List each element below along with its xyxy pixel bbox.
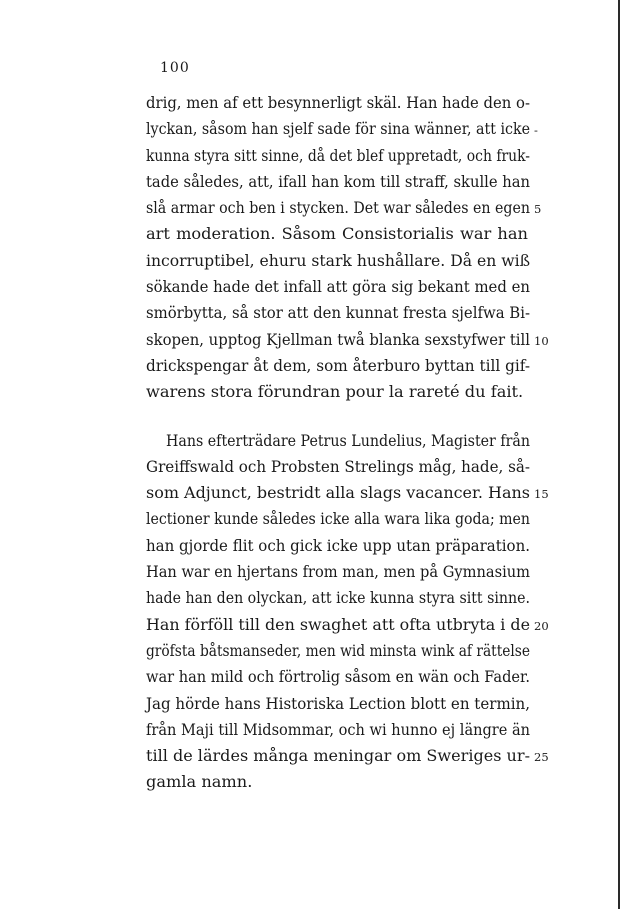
line-text: gamla namn. [146, 772, 253, 792]
text-line [146, 664, 530, 690]
line-text: war han mild och förtrolig såsom en wän och Fader. [146, 667, 530, 687]
text-line [146, 169, 530, 195]
line-text: som Adjunct, bestridt alla slags vacancer. Hans [146, 483, 530, 503]
line-text: lyckan, såsom han sjelf sade för sina wänner, att icke [146, 119, 530, 139]
line-text: tade således, att, ifall han kom till straff, skulle han [146, 171, 530, 191]
paragraph [146, 428, 549, 796]
line-number: 15 [534, 487, 549, 502]
text-line [146, 454, 530, 480]
line-text: till de lärdes många meningar om Sweriges ur- [146, 746, 530, 766]
text-line [146, 327, 549, 353]
line-text: incorruptibel, ehuru stark hushållare. Då en wiß [146, 250, 530, 270]
text-line [146, 221, 530, 247]
text-line [146, 506, 530, 532]
text-line [146, 717, 530, 743]
line-text: kunna styra sitt sinne, då det blef uppretadt, och fruk- [146, 145, 530, 165]
line-text: Greiffswald och Probsten Strelings måg, hade, så- [146, 456, 530, 476]
line-text: lectioner kunde således icke alla wara lika goda; men [146, 509, 530, 529]
text-line [146, 300, 530, 326]
text-line [146, 116, 538, 142]
line-text: slå armar och ben i stycken. Det war således en egen [146, 198, 530, 218]
line-text: Hans efterträdare Petrus Lundelius, Magister från [166, 430, 530, 450]
line-text: från Maji till Midsommar, och wi hunno ej längre än [146, 719, 530, 739]
line-text: sökande hade det infall att göra sig bekant med en [146, 277, 530, 297]
text-line [146, 195, 542, 221]
text-line [146, 612, 549, 638]
paragraph [146, 90, 549, 406]
text-line [146, 90, 530, 116]
text-line [146, 691, 530, 717]
text-line [146, 353, 530, 379]
line-text: Han förföll till den swaghet att ofta utbryta i de [146, 614, 530, 634]
text-line [146, 248, 530, 274]
text-line [146, 533, 530, 559]
text-line [146, 379, 530, 405]
line-text: drickspengar åt dem, som återburo byttan till gif- [146, 355, 530, 375]
line-text: skopen, upptog Kjellman twå blanka sexstyfwer till [146, 329, 530, 349]
text-line [146, 559, 530, 585]
page-edge-border [618, 0, 620, 909]
line-text: warens stora förundran pour la rareté du fait. [146, 382, 524, 402]
line-number: 10 [534, 333, 549, 348]
text-line [146, 274, 530, 300]
line-number: 20 [534, 618, 549, 633]
line-text: drig, men af ett besynnerligt skäl. Han hade den o- [146, 93, 530, 112]
line-text: Han war en hjertans from man, men på Gymnasium [146, 562, 530, 582]
text-line [146, 638, 530, 664]
text-line [146, 743, 549, 769]
line-number: 5 [534, 202, 542, 217]
text-line [146, 428, 530, 454]
line-text: gröfsta båtsmanseder, men wid minsta wink af rättelse [146, 640, 530, 660]
body-text [146, 90, 549, 796]
text-line [146, 585, 530, 611]
page-number: 100 [160, 60, 190, 76]
line-text: han gjorde flit och gick icke upp utan präparation. [146, 535, 530, 555]
line-text: Jag hörde hans Historiska Lection blott en termin, [146, 693, 530, 713]
paragraph-gap [146, 406, 530, 428]
margin-mark: - [534, 123, 538, 138]
text-line [146, 480, 549, 506]
text-line [146, 769, 530, 795]
line-text: smörbytta, så stor att den kunnat fresta sjelfwa Bi- [146, 303, 530, 323]
line-number: 25 [534, 750, 549, 765]
text-line [146, 143, 530, 169]
line-text: art moderation. Såsom Consistorialis war han [146, 224, 528, 244]
line-text: hade han den olyckan, att icke kunna styra sitt sinne. [146, 588, 530, 608]
